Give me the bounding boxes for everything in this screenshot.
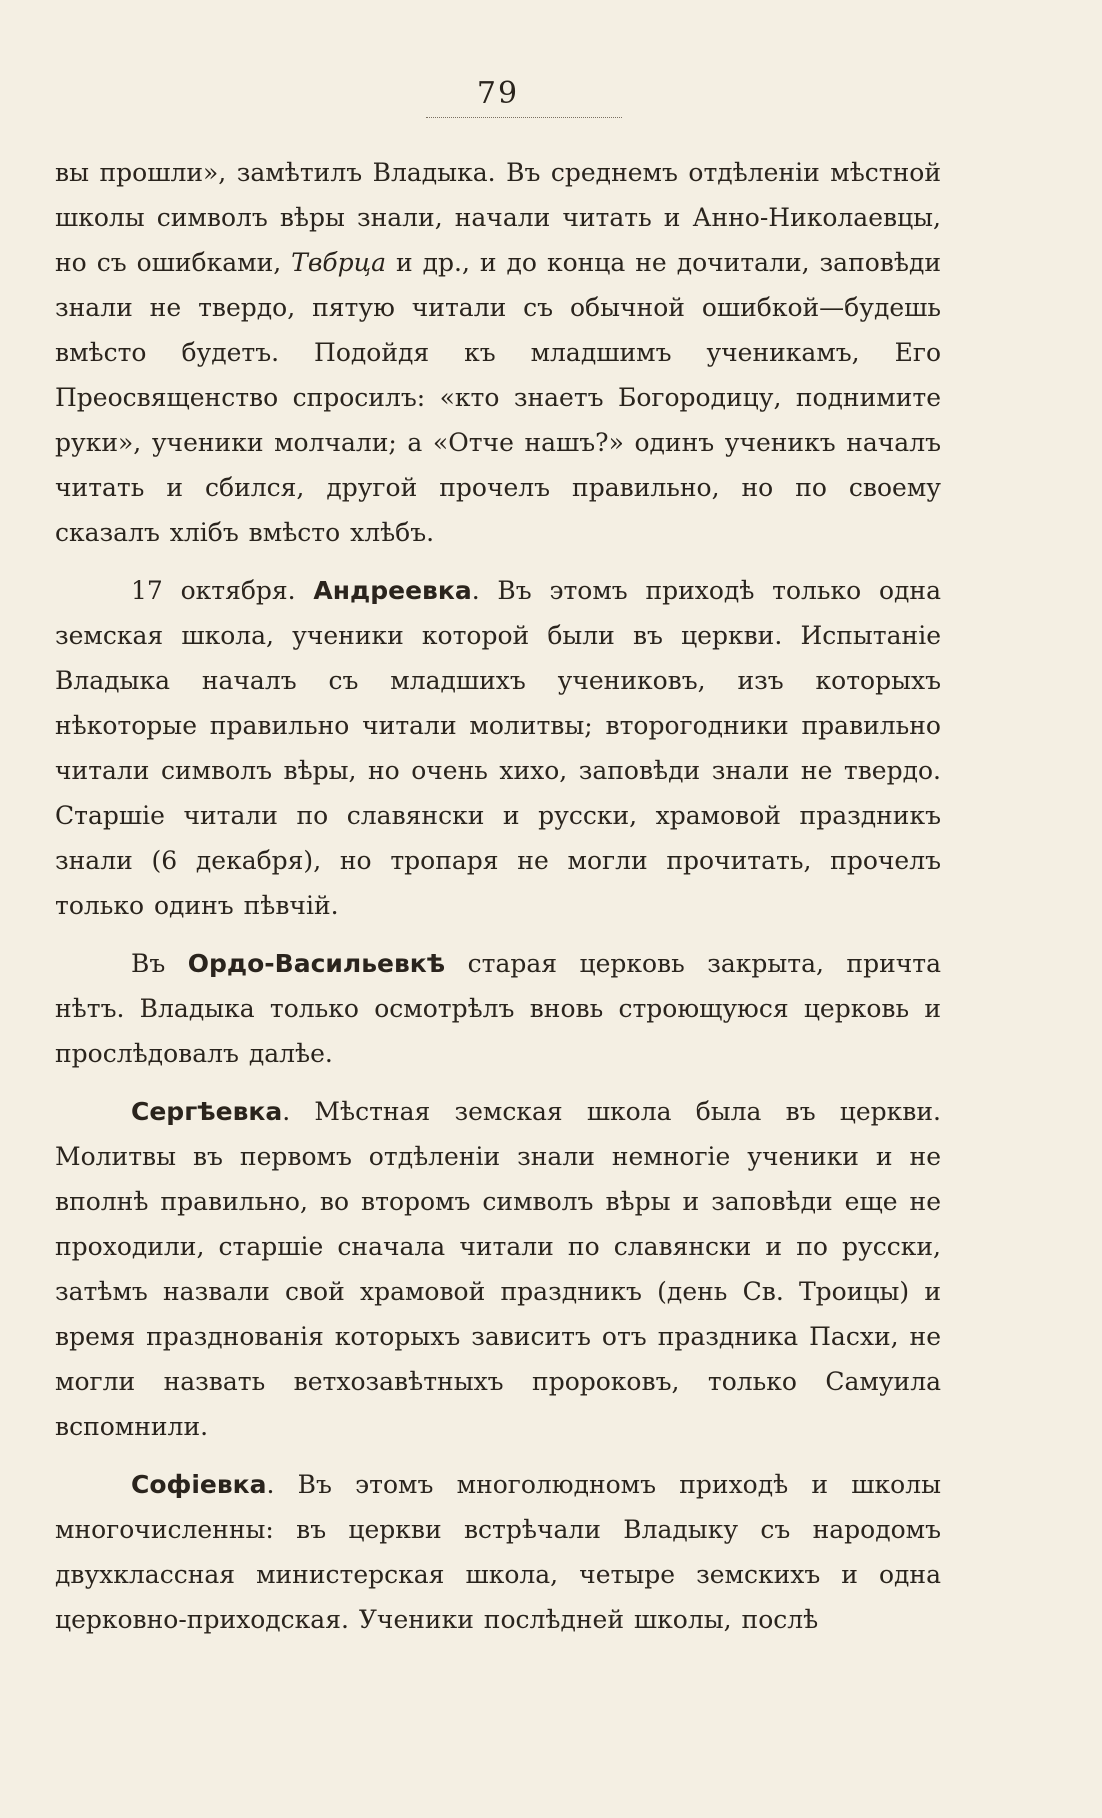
paragraph-3-text: старая церковь закрыта, причта нѣтъ. Владыка только осмотрѣлъ вновь строющуюся церковь и прослѣдовалъ далѣе. (55, 949, 942, 1068)
paragraph-2 (55, 568, 941, 928)
paragraph-4-text: . Мѣстная земская школа была въ церкви. Молитвы въ первомъ отдѣленіи знали немногіе ученики и не вполнѣ правильно, во второмъ символъ вѣры и заповѣди еще не проходили, старшіе сначала читали по славянски и по русски, затѣмъ назвали свой храмовой праздникъ (день Св. Троицы) и время празднованія которыхъ зависитъ отъ праздника Пасхи, не могли назвать ветхозавѣтныхъ пророковъ, только Самуила вспомнили. (55, 1097, 941, 1441)
page-number: 79 (476, 76, 520, 111)
paragraph-5-heading: Софіевка (131, 1470, 267, 1499)
paragraph-5-text: . Въ этомъ многолюдномъ приходѣ и школы многочисленны: въ церкви встрѣчали Владыку съ народомъ двухклассная министерская школа, четыре земскихъ и одна церковно-приходская. Ученики послѣдней школы, послѣ (55, 1470, 941, 1634)
paragraph-4-heading: Сергѣевка (131, 1097, 283, 1126)
paragraph-2-heading: Андреевка (313, 576, 472, 605)
paragraph-2-text: . Въ этомъ приходѣ только одна земская школа, ученики которой были въ церкви. Испытаніе Владыка началъ съ младшихъ учениковъ, изъ которыхъ нѣкоторые правильно читали молитвы; второгодники правильно читали символъ вѣры, но очень хихо, заповѣди знали не твердо. Старшіе читали по славянски и русски, храмовой праздникъ знали (6 декабря), но тропаря не могли прочитать, прочелъ только одинъ пѣвчій. (55, 576, 941, 920)
paragraph-4 (55, 1089, 941, 1449)
paragraph-1-tail: и др., и до конца не дочитали, заповѣди знали не твердо, пятую читали съ обычной ошибкой—будешь вмѣсто будетъ. Подойдя къ младшимъ ученикамъ, Его Преосвященство спросилъ: «кто знаетъ Богородицу, поднимите руки», ученики молчали; а «Отче нашъ?» одинъ ученикъ началъ читать и сбился, другой прочелъ правильно, но по своему сказалъ хлібъ вмѣсто хлѣбъ. (55, 248, 941, 547)
paragraph-1 (55, 150, 941, 555)
paragraph-3 (55, 941, 941, 1076)
paragraph-3-prefix: Въ (131, 949, 188, 978)
paragraph-3-heading: Ордо-Васильевкѣ (187, 949, 446, 978)
page-body (55, 150, 941, 1642)
paragraph-5 (55, 1462, 941, 1642)
paragraph-1-italic-word: Твбрца (291, 248, 386, 277)
header-rule (426, 117, 622, 118)
paragraph-2-date: 17 октября. (131, 576, 314, 605)
book-page (55, 0, 941, 1818)
paragraph-1-text: вы прошли», замѣтилъ Владыка. Въ среднемъ отдѣленіи мѣстной школы символъ вѣры знали, начали читать и Анно-Николаевцы, но съ ошибками, (55, 158, 941, 277)
